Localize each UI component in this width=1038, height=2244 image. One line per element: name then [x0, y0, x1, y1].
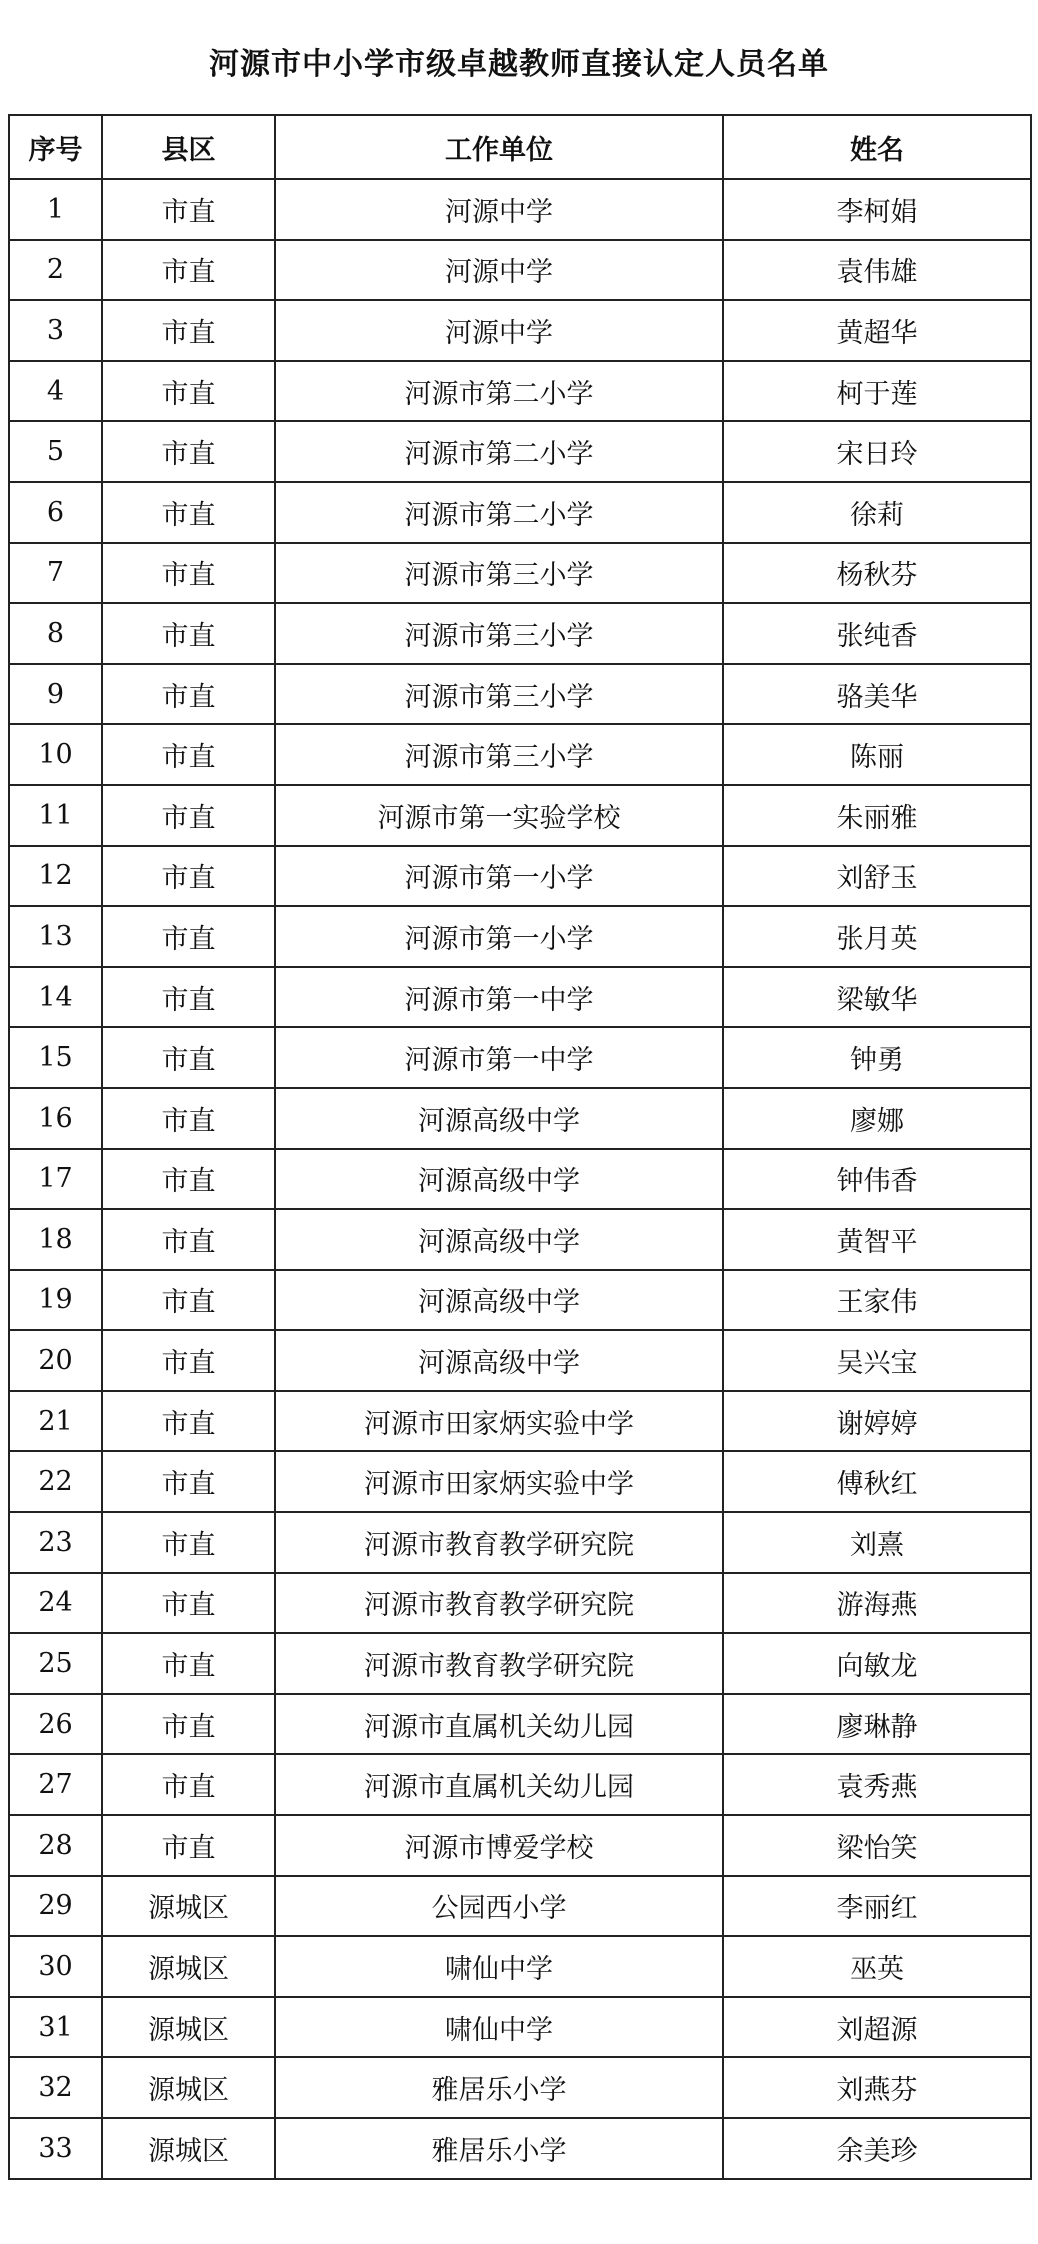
cell-work-unit: 河源市田家炳实验中学	[275, 1391, 723, 1452]
cell-seq: 20	[9, 1330, 102, 1391]
cell-seq: 28	[9, 1815, 102, 1876]
cell-work-unit: 啸仙中学	[275, 1936, 723, 1997]
cell-name: 张纯香	[723, 603, 1031, 664]
table-row	[9, 785, 1031, 846]
cell-county: 市直	[102, 1391, 275, 1452]
cell-work-unit: 河源市直属机关幼儿园	[275, 1754, 723, 1815]
cell-seq: 19	[9, 1270, 102, 1331]
cell-county: 市直	[102, 1330, 275, 1391]
cell-work-unit: 河源市第二小学	[275, 482, 723, 543]
cell-county: 市直	[102, 543, 275, 604]
roster-table	[8, 114, 1032, 2180]
cell-county: 市直	[102, 1270, 275, 1331]
cell-name: 傅秋红	[723, 1451, 1031, 1512]
cell-county: 市直	[102, 1512, 275, 1573]
cell-county: 市直	[102, 1027, 275, 1088]
table-row	[9, 543, 1031, 604]
cell-seq: 25	[9, 1633, 102, 1694]
table-header-row	[9, 115, 1031, 179]
cell-work-unit: 公园西小学	[275, 1876, 723, 1937]
table-row	[9, 1451, 1031, 1512]
cell-work-unit: 河源高级中学	[275, 1330, 723, 1391]
cell-seq: 13	[9, 906, 102, 967]
cell-work-unit: 河源市第一中学	[275, 1027, 723, 1088]
table-row	[9, 967, 1031, 1028]
cell-name: 黄超华	[723, 300, 1031, 361]
cell-county: 市直	[102, 1209, 275, 1270]
table-row	[9, 724, 1031, 785]
cell-name: 刘超源	[723, 1997, 1031, 2058]
cell-county: 市直	[102, 603, 275, 664]
cell-county: 市直	[102, 1694, 275, 1755]
table-row	[9, 1027, 1031, 1088]
cell-work-unit: 河源中学	[275, 300, 723, 361]
table-row	[9, 482, 1031, 543]
cell-county: 市直	[102, 1573, 275, 1634]
header-seq: 序号	[9, 115, 102, 179]
table-row	[9, 1330, 1031, 1391]
cell-name: 王家伟	[723, 1270, 1031, 1331]
cell-work-unit: 河源市博爱学校	[275, 1815, 723, 1876]
cell-work-unit: 河源中学	[275, 179, 723, 240]
cell-work-unit: 河源市第三小学	[275, 664, 723, 725]
table-row	[9, 179, 1031, 240]
table-row	[9, 1936, 1031, 1997]
cell-seq: 31	[9, 1997, 102, 2058]
cell-name: 徐莉	[723, 482, 1031, 543]
cell-name: 李柯娟	[723, 179, 1031, 240]
table-row	[9, 421, 1031, 482]
cell-seq: 17	[9, 1149, 102, 1210]
cell-seq: 29	[9, 1876, 102, 1937]
cell-seq: 16	[9, 1088, 102, 1149]
cell-seq: 33	[9, 2118, 102, 2179]
header-work-unit: 工作单位	[275, 115, 723, 179]
cell-work-unit: 河源市田家炳实验中学	[275, 1451, 723, 1512]
header-county: 县区	[102, 115, 275, 179]
cell-work-unit: 雅居乐小学	[275, 2057, 723, 2118]
cell-seq: 26	[9, 1694, 102, 1755]
cell-name: 刘舒玉	[723, 846, 1031, 907]
table-row	[9, 1512, 1031, 1573]
cell-county: 市直	[102, 1815, 275, 1876]
table-row	[9, 1088, 1031, 1149]
cell-seq: 10	[9, 724, 102, 785]
cell-name: 杨秋芬	[723, 543, 1031, 604]
cell-county: 市直	[102, 482, 275, 543]
page-title: 河源市中小学市级卓越教师直接认定人员名单	[209, 47, 829, 82]
table-row	[9, 1573, 1031, 1634]
cell-name: 钟勇	[723, 1027, 1031, 1088]
cell-name: 刘燕芬	[723, 2057, 1031, 2118]
cell-seq: 12	[9, 846, 102, 907]
cell-work-unit: 河源市教育教学研究院	[275, 1633, 723, 1694]
table-row	[9, 1270, 1031, 1331]
cell-seq: 27	[9, 1754, 102, 1815]
cell-work-unit: 河源中学	[275, 240, 723, 301]
cell-work-unit: 河源市第二小学	[275, 421, 723, 482]
table-body	[9, 179, 1031, 2179]
cell-seq: 5	[9, 421, 102, 482]
cell-county: 市直	[102, 724, 275, 785]
cell-seq: 8	[9, 603, 102, 664]
cell-name: 吴兴宝	[723, 1330, 1031, 1391]
cell-work-unit: 河源市第三小学	[275, 603, 723, 664]
cell-work-unit: 河源高级中学	[275, 1270, 723, 1331]
cell-name: 谢婷婷	[723, 1391, 1031, 1452]
cell-name: 巫英	[723, 1936, 1031, 1997]
cell-county: 市直	[102, 664, 275, 725]
cell-seq: 23	[9, 1512, 102, 1573]
cell-seq: 14	[9, 967, 102, 1028]
cell-name: 宋日玲	[723, 421, 1031, 482]
cell-work-unit: 河源高级中学	[275, 1209, 723, 1270]
table-row	[9, 664, 1031, 725]
cell-seq: 2	[9, 240, 102, 301]
cell-county: 源城区	[102, 1936, 275, 1997]
table-row	[9, 2057, 1031, 2118]
cell-county: 市直	[102, 1149, 275, 1210]
cell-county: 市直	[102, 1754, 275, 1815]
table-row	[9, 361, 1031, 422]
table-row	[9, 1391, 1031, 1452]
cell-work-unit: 河源市教育教学研究院	[275, 1573, 723, 1634]
cell-name: 张月英	[723, 906, 1031, 967]
cell-name: 朱丽雅	[723, 785, 1031, 846]
table-row	[9, 2118, 1031, 2179]
cell-work-unit: 河源市第一小学	[275, 906, 723, 967]
cell-seq: 1	[9, 179, 102, 240]
table-row	[9, 1876, 1031, 1937]
cell-name: 陈丽	[723, 724, 1031, 785]
cell-county: 市直	[102, 240, 275, 301]
table-row	[9, 1633, 1031, 1694]
cell-work-unit: 河源市第三小学	[275, 543, 723, 604]
cell-seq: 11	[9, 785, 102, 846]
table-row	[9, 240, 1031, 301]
cell-seq: 7	[9, 543, 102, 604]
cell-work-unit: 雅居乐小学	[275, 2118, 723, 2179]
cell-county: 源城区	[102, 1997, 275, 2058]
table-row	[9, 603, 1031, 664]
cell-work-unit: 河源市第一小学	[275, 846, 723, 907]
cell-name: 游海燕	[723, 1573, 1031, 1634]
cell-county: 市直	[102, 846, 275, 907]
cell-county: 市直	[102, 1451, 275, 1512]
cell-seq: 4	[9, 361, 102, 422]
cell-work-unit: 河源市第一实验学校	[275, 785, 723, 846]
cell-county: 市直	[102, 300, 275, 361]
cell-county: 市直	[102, 421, 275, 482]
table-row	[9, 906, 1031, 967]
cell-name: 梁敏华	[723, 967, 1031, 1028]
cell-name: 余美珍	[723, 2118, 1031, 2179]
table-row	[9, 846, 1031, 907]
cell-name: 袁秀燕	[723, 1754, 1031, 1815]
cell-county: 源城区	[102, 2057, 275, 2118]
cell-work-unit: 河源高级中学	[275, 1088, 723, 1149]
table-row	[9, 1209, 1031, 1270]
cell-work-unit: 河源市直属机关幼儿园	[275, 1694, 723, 1755]
cell-name: 廖琳静	[723, 1694, 1031, 1755]
cell-seq: 15	[9, 1027, 102, 1088]
cell-name: 柯于莲	[723, 361, 1031, 422]
cell-name: 梁怡笑	[723, 1815, 1031, 1876]
cell-seq: 21	[9, 1391, 102, 1452]
cell-county: 市直	[102, 906, 275, 967]
table-row	[9, 300, 1031, 361]
cell-county: 市直	[102, 179, 275, 240]
cell-county: 市直	[102, 967, 275, 1028]
cell-name: 廖娜	[723, 1088, 1031, 1149]
table-row	[9, 1815, 1031, 1876]
cell-seq: 3	[9, 300, 102, 361]
cell-name: 黄智平	[723, 1209, 1031, 1270]
table-row	[9, 1997, 1031, 2058]
cell-work-unit: 河源市第一中学	[275, 967, 723, 1028]
cell-county: 市直	[102, 1088, 275, 1149]
cell-seq: 22	[9, 1451, 102, 1512]
cell-work-unit: 河源市教育教学研究院	[275, 1512, 723, 1573]
table-row	[9, 1694, 1031, 1755]
cell-name: 向敏龙	[723, 1633, 1031, 1694]
cell-work-unit: 河源市第三小学	[275, 724, 723, 785]
cell-seq: 9	[9, 664, 102, 725]
cell-county: 源城区	[102, 2118, 275, 2179]
cell-county: 市直	[102, 1633, 275, 1694]
cell-county: 市直	[102, 785, 275, 846]
table-row	[9, 1754, 1031, 1815]
cell-name: 刘熹	[723, 1512, 1031, 1573]
cell-work-unit: 啸仙中学	[275, 1997, 723, 2058]
cell-work-unit: 河源市第二小学	[275, 361, 723, 422]
cell-name: 钟伟香	[723, 1149, 1031, 1210]
cell-county: 源城区	[102, 1876, 275, 1937]
cell-name: 骆美华	[723, 664, 1031, 725]
cell-seq: 24	[9, 1573, 102, 1634]
cell-seq: 32	[9, 2057, 102, 2118]
cell-seq: 18	[9, 1209, 102, 1270]
header-name: 姓名	[723, 115, 1031, 179]
cell-seq: 30	[9, 1936, 102, 1997]
cell-county: 市直	[102, 361, 275, 422]
cell-name: 袁伟雄	[723, 240, 1031, 301]
cell-seq: 6	[9, 482, 102, 543]
cell-name: 李丽红	[723, 1876, 1031, 1937]
table-row	[9, 1149, 1031, 1210]
cell-work-unit: 河源高级中学	[275, 1149, 723, 1210]
